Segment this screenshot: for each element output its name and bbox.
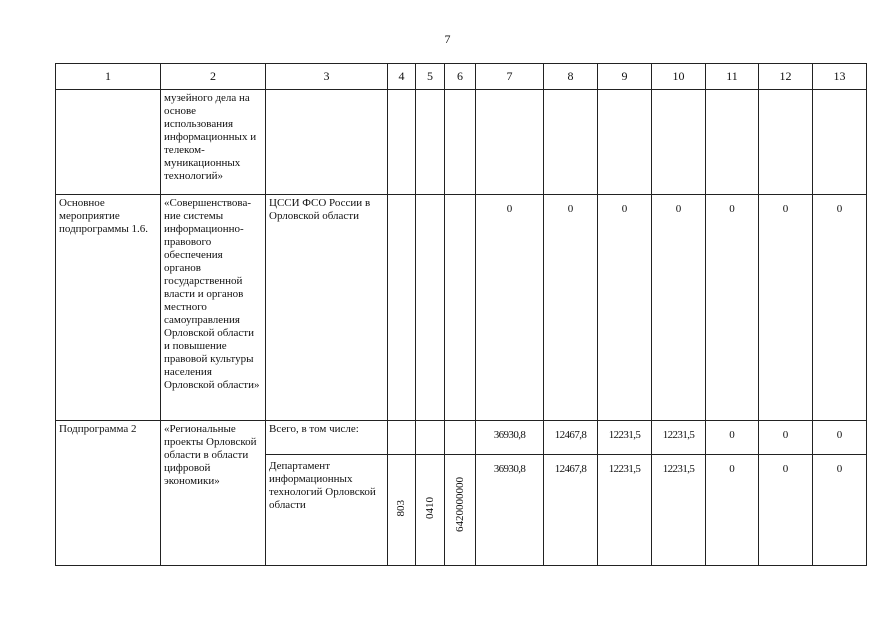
value-cell: 0 [813,195,867,421]
header-cell: 3 [266,64,388,90]
subprogram-label: Подпрограмма 2 [59,423,137,435]
value-cell: 36930,8 [476,421,544,455]
total-label: Всего, в том числе: [269,423,359,435]
header-cell: 9 [598,64,652,90]
table-cell [388,421,416,455]
executor-name: ЦССИ ФСО России в Орловской области [269,197,371,222]
value-cell: 12231,5 [652,421,706,455]
table-cell [266,90,388,195]
table-cell [445,90,476,195]
table-cell [813,90,867,195]
table-cell [416,90,445,195]
code-cell [388,455,416,566]
budget-table [55,63,867,566]
table-cell [652,90,706,195]
table-cell [445,195,476,421]
table-cell [56,195,161,421]
value-cell: 0 [759,421,813,455]
value-cell: 12231,5 [598,455,652,566]
table-cell [544,90,598,195]
table-cell [706,90,759,195]
value-cell: 0 [706,421,759,455]
table-row [56,90,867,195]
value-cell: 12231,5 [652,455,706,566]
status-label: Основное мероприятие подпрограммы 1.6. [59,197,149,235]
table-cell [476,90,544,195]
target-article-code: 6420000000 [453,477,466,532]
measure-name: «Совершенствова-ние системы информационно-правового обеспечения органов государственной власти и органов местного самоуправления Орловской области и повышение правовой культуры населения Орловской области» [164,197,260,391]
value-cell: 0 [476,195,544,421]
ministry-code: 803 [395,499,407,517]
header-cell: 13 [813,64,867,90]
code-cell [445,455,476,566]
table-row [56,195,867,421]
table-cell [266,455,388,566]
header-cell: 11 [706,64,759,90]
header-cell: 4 [388,64,416,90]
table-cell [388,90,416,195]
value-cell: 0 [706,455,759,566]
header-cell: 5 [416,64,445,90]
table-cell [266,421,388,455]
header-cell: 10 [652,64,706,90]
table-cell [445,421,476,455]
value-cell: 0 [598,195,652,421]
value-cell: 0 [759,195,813,421]
measure-name-continued: музейного дела на основе использования информационных и телеком-муникационных технологий» [164,92,257,182]
value-cell: 0 [544,195,598,421]
header-row [56,64,867,90]
header-cell: 2 [161,64,266,90]
header-cell: 8 [544,64,598,90]
table-cell [56,421,161,566]
table-row [56,421,867,455]
table-cell [416,421,445,455]
value-cell: 12231,5 [598,421,652,455]
table-cell [56,90,161,195]
table-cell [161,195,266,421]
value-cell: 0 [813,455,867,566]
table-cell [161,421,266,566]
value-cell: 36930,8 [476,455,544,566]
code-cell [416,455,445,566]
section-code: 0410 [423,497,436,519]
table-cell [161,90,266,195]
value-cell: 0 [759,455,813,566]
page-number: 7 [444,32,451,46]
subprogram-name: «Региональные проекты Орловской области в области цифровой экономики» [164,423,257,487]
table-cell [266,195,388,421]
table-cell [388,195,416,421]
header-cell: 1 [56,64,161,90]
value-cell: 0 [652,195,706,421]
table-cell [416,195,445,421]
table-cell [759,90,813,195]
value-cell: 12467,8 [544,455,598,566]
table-cell [598,90,652,195]
value-cell: 0 [813,421,867,455]
value-cell: 12467,8 [544,421,598,455]
header-cell: 6 [445,64,476,90]
header-cell: 7 [476,64,544,90]
header-cell: 12 [759,64,813,90]
department-name: Департамент информационных технологий Орловской области [269,460,376,511]
value-cell: 0 [706,195,759,421]
